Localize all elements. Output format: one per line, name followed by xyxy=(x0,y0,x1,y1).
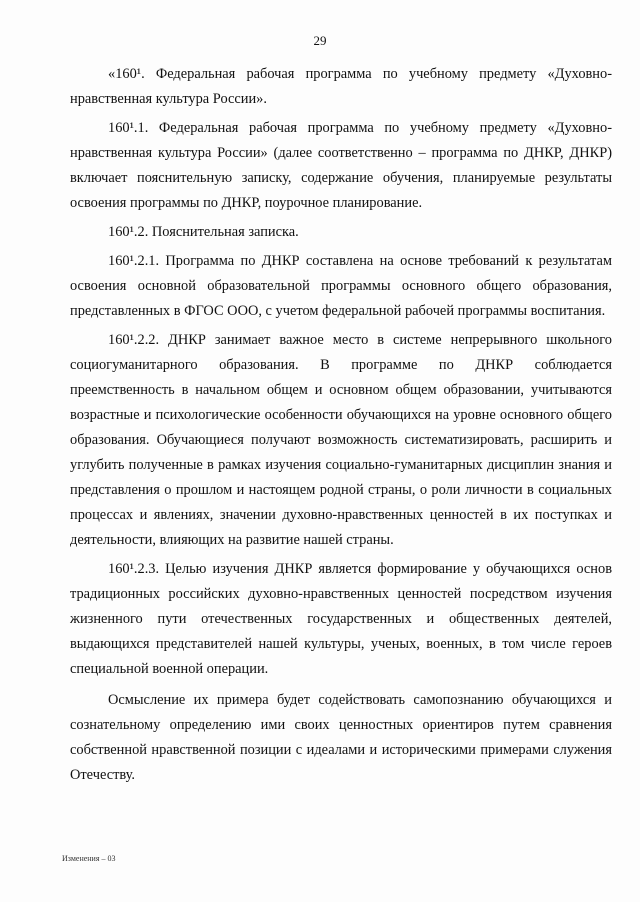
paragraph-160-1-heading: «160¹. Федеральная рабочая программа по учебному предмету «Духовно-нравственная культура России». xyxy=(70,66,612,107)
paragraph-160-1-2-2: 160¹.2.2. ДНКР занимает важное место в системе непрерывного школьного социогуманитарного образования. В программе по ДНКР соблюдается преемственность в начальном общем и основном общем образовании, учитываются возрастные и психологические особенности обучающихся на уровне основного общего образования. Обучающиеся получают возможность систематизировать, расширить и углубить полученные в рамках изучения социально-гуманитарных дисциплин знания и представления о прошлом и настоящем родной страны, о роли личности в социальных процессах и явлениях, значении духовно-нравственных ценностей в их поступках и деятельности, влияющих на развитие нашей страны. xyxy=(70,332,612,548)
paragraph-160-1-2-3: 160¹.2.3. Целью изучения ДНКР является формирование у обучающихся основ традиционных российских духовно-нравственных ценностей посредством изучения жизненного пути отечественных государственных и общественных деятелей, выдающихся представителей нашей культуры, ученых, военных, в том числе героев специальной военной операции. xyxy=(70,561,612,677)
footer-revision-note: Изменения – 03 xyxy=(62,854,116,863)
document-body xyxy=(70,62,612,792)
page-number: 29 xyxy=(313,33,327,48)
paragraph-160-1-2: 160¹.2. Пояснительная записка. xyxy=(108,224,299,240)
paragraph-160-1-2-1: 160¹.2.1. Программа по ДНКР составлена на основе требований к результатам освоения основной образовательной программы основного общего образования, представленных в ФГОС ООО, с учетом федеральной рабочей программы воспитания. xyxy=(70,253,612,319)
paragraph-160-1-1: 160¹.1. Федеральная рабочая программа по учебному предмету «Духовно-нравственная культура России» (далее соответственно – программа по ДНКР, ДНКР) включает пояснительную записку, содержание обучения, планируемые результаты освоения программы по ДНКР, поурочное планирование. xyxy=(70,120,612,211)
paragraph-conclusion: Осмысление их примера будет содействовать самопознанию обучающихся и сознательному определению ими своих ценностных ориентиров путем сравнения собственной нравственной позиции с идеалами и историческими примерами служения Отечеству. xyxy=(70,692,612,783)
